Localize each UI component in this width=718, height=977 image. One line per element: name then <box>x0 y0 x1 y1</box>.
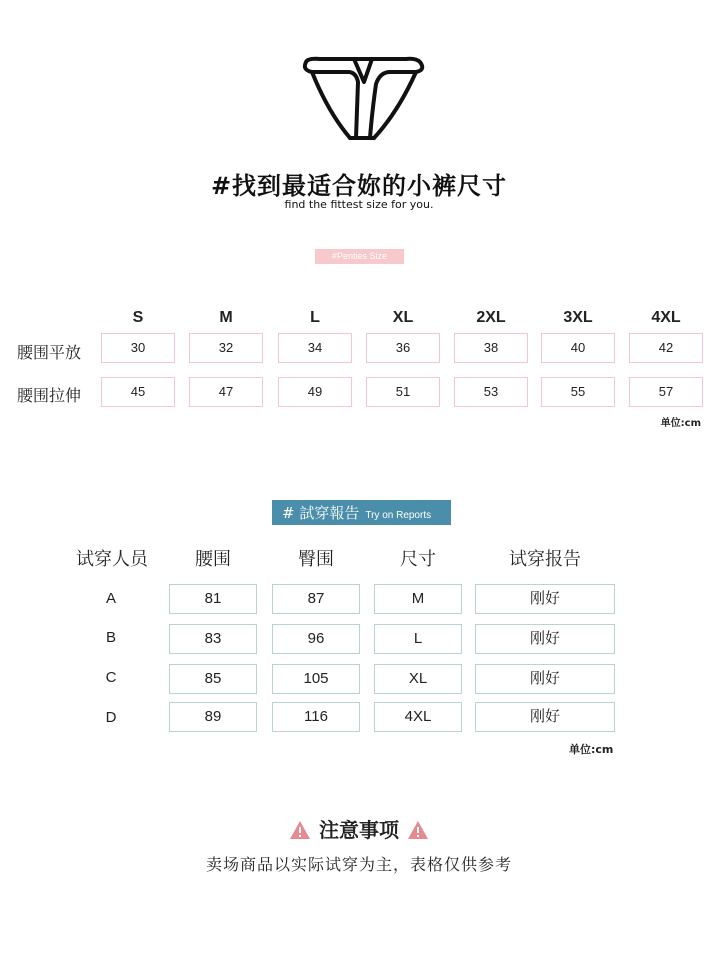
column-header: 臀围 <box>298 549 334 570</box>
row-label-waist-stretched: 腰围拉伸 <box>17 386 82 405</box>
hip-cell: 96 <box>272 624 360 654</box>
waist-cell: 81 <box>169 584 257 614</box>
size-cell: 45 <box>101 377 175 407</box>
page-subtitle: find the fittest size for you. <box>284 198 434 211</box>
waist-cell: 89 <box>169 702 257 732</box>
unit-label: 单位:cm <box>660 418 701 429</box>
person-label: A <box>105 590 116 607</box>
size-cell: XL <box>374 664 462 694</box>
size-cell: 4XL <box>374 702 462 732</box>
report-cell: 刚好 <box>475 624 615 654</box>
size-header: XL <box>392 309 414 326</box>
notice-text: 卖场商品以实际试穿为主，表格仅供参考 <box>205 855 512 874</box>
size-cell: L <box>374 624 462 654</box>
size-cell: 57 <box>629 377 703 407</box>
report-cell: 刚好 <box>475 584 615 614</box>
waist-cell: 85 <box>169 664 257 694</box>
hip-cell: 105 <box>272 664 360 694</box>
size-cell: 30 <box>101 333 175 363</box>
report-cell: 刚好 <box>475 664 615 694</box>
size-cell: 47 <box>189 377 263 407</box>
person-label: B <box>105 629 116 646</box>
size-cell: 40 <box>541 333 615 363</box>
underwear-icon <box>298 52 428 144</box>
size-cell: 42 <box>629 333 703 363</box>
column-header: 试穿报告 <box>509 549 581 570</box>
size-cell: 32 <box>189 333 263 363</box>
notice-heading <box>0 814 718 845</box>
try-on-tag-subtitle: Try on Reports <box>365 510 432 521</box>
size-cell: 55 <box>541 377 615 407</box>
row-label-waist-flat: 腰围平放 <box>17 343 82 362</box>
try-on-tag <box>272 500 451 525</box>
size-cell: 49 <box>278 377 352 407</box>
sizes-tag: #Penties Size <box>315 249 404 264</box>
column-header: 试穿人员 <box>76 549 148 570</box>
size-cell: 36 <box>366 333 440 363</box>
size-header: M <box>219 309 233 326</box>
size-header: 4XL <box>651 309 681 326</box>
size-header: L <box>310 309 320 326</box>
size-cell: 53 <box>454 377 528 407</box>
person-label: C <box>105 669 117 686</box>
size-header: S <box>132 309 144 326</box>
hip-cell: 116 <box>272 702 360 732</box>
unit-label: 单位:cm <box>569 743 614 756</box>
person-label: D <box>105 709 117 726</box>
size-header: 2XL <box>476 309 506 326</box>
report-cell: 刚好 <box>475 702 615 732</box>
size-cell: 38 <box>454 333 528 363</box>
notice-title: 注意事项 <box>319 818 399 842</box>
size-header: 3XL <box>563 309 593 326</box>
try-on-tag-title: # 試穿報告 <box>282 504 360 522</box>
page-title: #找到最适合妳的小裤尺寸 <box>210 172 508 200</box>
column-header: 尺寸 <box>400 549 436 570</box>
warning-triangle-icon <box>407 820 429 845</box>
warning-triangle-icon <box>289 820 311 845</box>
waist-cell: 83 <box>169 624 257 654</box>
size-cell: 51 <box>366 377 440 407</box>
size-cell: M <box>374 584 462 614</box>
hip-cell: 87 <box>272 584 360 614</box>
column-header: 腰围 <box>195 549 231 570</box>
size-cell: 34 <box>278 333 352 363</box>
